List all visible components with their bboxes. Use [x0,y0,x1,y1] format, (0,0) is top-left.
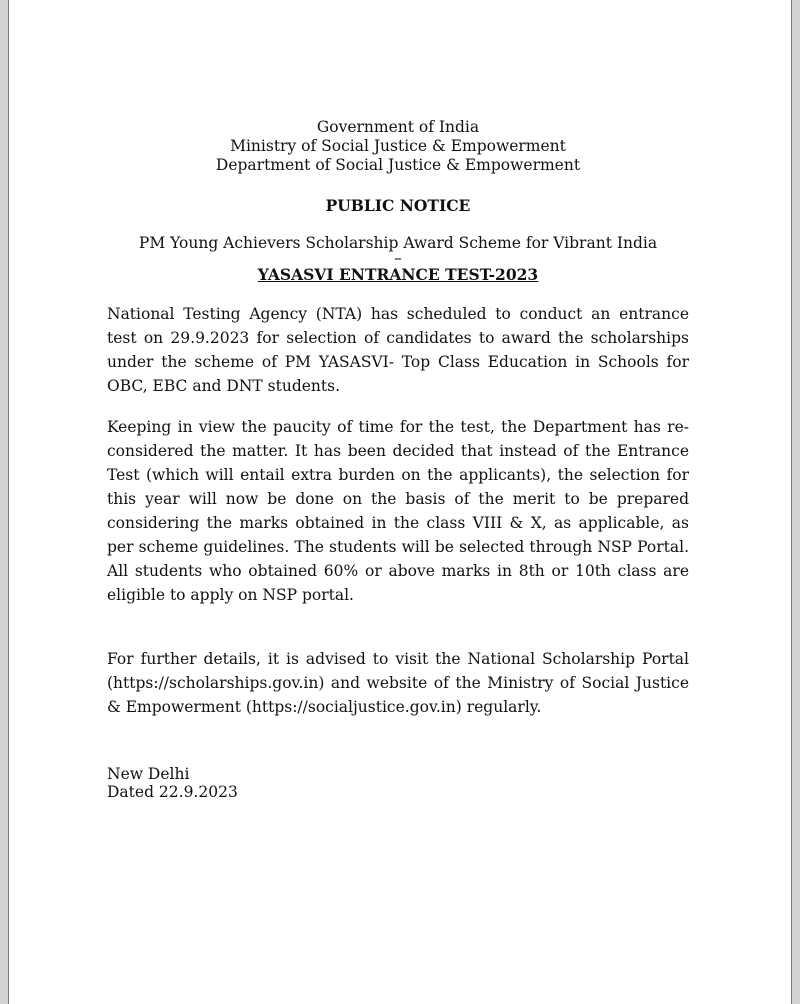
issuing-authority-header [107,118,689,175]
ministry-line: Ministry of Social Justice & Empowerment [230,137,566,155]
paragraph-reconsideration: Keeping in view the paucity of time for the test, the Department has re-considered the matter. It has been decided that instead of the Entrance Test (which will entail extra burden on the applicants), the selection for this year will now be done on the basis of the merit to be prepared considering the marks obtained in the class VIII & X, as applicable, as per scheme guidelines. The students will be selected through NSP Portal. All students who obtained 60% or above marks in 8th or 10th class are eligible to apply on NSP portal. [107,418,689,604]
notice-title: PUBLIC NOTICE [325,196,471,215]
test-title: YASASVI ENTRANCE TEST-2023 [257,265,539,284]
paragraph-further-details: For further details, it is advised to visit the National Scholarship Portal (https://scholarships.gov.in) and website of the Ministry of Social Justice & Empowerment (https://socialjustice.gov.in) regularly. [107,650,689,716]
dash-mark: – [394,249,402,267]
notice-document [107,118,689,801]
signoff-place: New Delhi [107,765,190,783]
signoff-block [107,765,689,801]
department-line: Department of Social Justice & Empowerment [215,156,581,174]
right-page-edge [791,0,800,1004]
left-page-edge [0,0,9,1004]
government-line: Government of India [316,118,480,136]
signoff-date: Dated 22.9.2023 [107,783,238,801]
paragraph-nta-schedule: National Testing Agency (NTA) has scheduled to conduct an entrance test on 29.9.2023 for selection of candidates to award the scholarships under the scheme of PM YASASVI- Top Class Education in Schools for OBC, EBC and DNT students. [107,305,689,395]
scheme-title: PM Young Achievers Scholarship Award Scheme for Vibrant India [138,234,658,252]
